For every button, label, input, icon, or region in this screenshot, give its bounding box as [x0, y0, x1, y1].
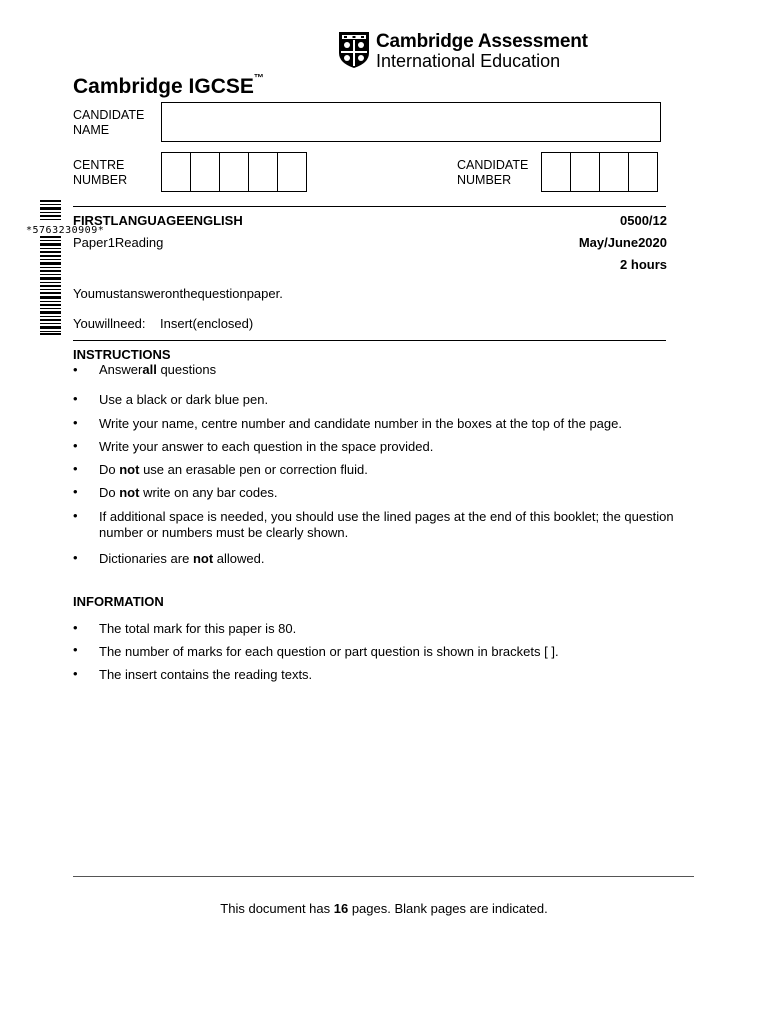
bullet: •	[73, 438, 78, 453]
bullet: •	[73, 620, 78, 635]
bullet: •	[73, 550, 78, 565]
crest-icon	[338, 31, 370, 69]
centre-number-label: CENTRE NUMBER	[73, 158, 128, 187]
candidate-name-label: CANDIDATE NAME	[73, 108, 145, 137]
information-item: The total mark for this paper is 80.	[99, 621, 297, 636]
footer-divider	[73, 876, 694, 877]
org-name-line2: International Education	[376, 51, 561, 71]
information-item: The insert contains the reading texts.	[99, 667, 313, 682]
instruction-item: Write your name, centre number and candidate number in the boxes at the top of the page.	[99, 416, 622, 431]
subject-title: FIRSTLANGUAGEENGLISH	[73, 213, 243, 228]
candidate-name-field[interactable]	[161, 102, 661, 142]
answer-note: Youmustansweronthequestionpaper.	[73, 286, 283, 301]
instructions-divider	[73, 340, 666, 341]
candidate-number-boxes[interactable]	[541, 152, 658, 192]
instruction-item: If additional space is needed, you should use the lined pages at the end of this booklet; the question number or numbers must be clearly shown.	[99, 509, 674, 540]
instruction-item: Dictionaries are not allowed.	[99, 551, 265, 566]
candidate-number-digit[interactable]	[570, 152, 600, 192]
bullet: •	[73, 461, 78, 476]
syllabus-code: 0500/12	[620, 213, 667, 228]
header-divider	[73, 206, 666, 207]
instructions-heading: INSTRUCTIONS	[73, 347, 171, 362]
qualification-title: Cambridge IGCSE™	[73, 73, 264, 98]
need-value: Insert(enclosed)	[160, 316, 254, 331]
bullet: •	[73, 508, 78, 523]
barcode	[40, 200, 61, 335]
instruction-item: Do not use an erasable pen or correction fluid.	[99, 462, 368, 477]
exam-session: May/June2020	[578, 235, 667, 250]
barcode-number: *5763230909*	[26, 225, 105, 236]
information-item: The number of marks for each question or part question is shown in brackets [ ].	[99, 644, 559, 659]
centre-number-digit[interactable]	[219, 152, 249, 192]
candidate-number-digit[interactable]	[541, 152, 571, 192]
exam-duration: 2 hours	[620, 257, 667, 272]
paper-title: Paper1Reading	[73, 235, 164, 250]
candidate-number-digit[interactable]	[599, 152, 629, 192]
bullet: •	[73, 362, 78, 377]
centre-number-boxes[interactable]	[161, 152, 307, 192]
bullet: •	[73, 642, 78, 657]
org-name-line1: Cambridge Assessment	[376, 31, 588, 52]
candidate-number-digit[interactable]	[628, 152, 658, 192]
instruction-item: Do not write on any bar codes.	[99, 485, 278, 500]
centre-number-digit[interactable]	[161, 152, 191, 192]
trademark: ™	[253, 73, 264, 84]
bullet: •	[73, 391, 78, 406]
page-count-note: This document has 16 pages. Blank pages are indicated.	[220, 901, 548, 916]
instruction-item: Use a black or dark blue pen.	[99, 392, 269, 407]
information-heading: INFORMATION	[73, 594, 164, 609]
centre-number-digit[interactable]	[277, 152, 307, 192]
bullet: •	[73, 484, 78, 499]
instruction-item: Answerall questions	[99, 362, 217, 377]
centre-number-digit[interactable]	[190, 152, 220, 192]
cambridge-assessment-logo	[338, 31, 588, 71]
bullet: •	[73, 666, 78, 681]
bullet: •	[73, 415, 78, 430]
instruction-item: Write your answer to each question in the space provided.	[99, 439, 434, 454]
centre-number-digit[interactable]	[248, 152, 278, 192]
candidate-number-label: CANDIDATE NUMBER	[457, 158, 529, 187]
need-label: Youwillneed:	[73, 316, 146, 331]
